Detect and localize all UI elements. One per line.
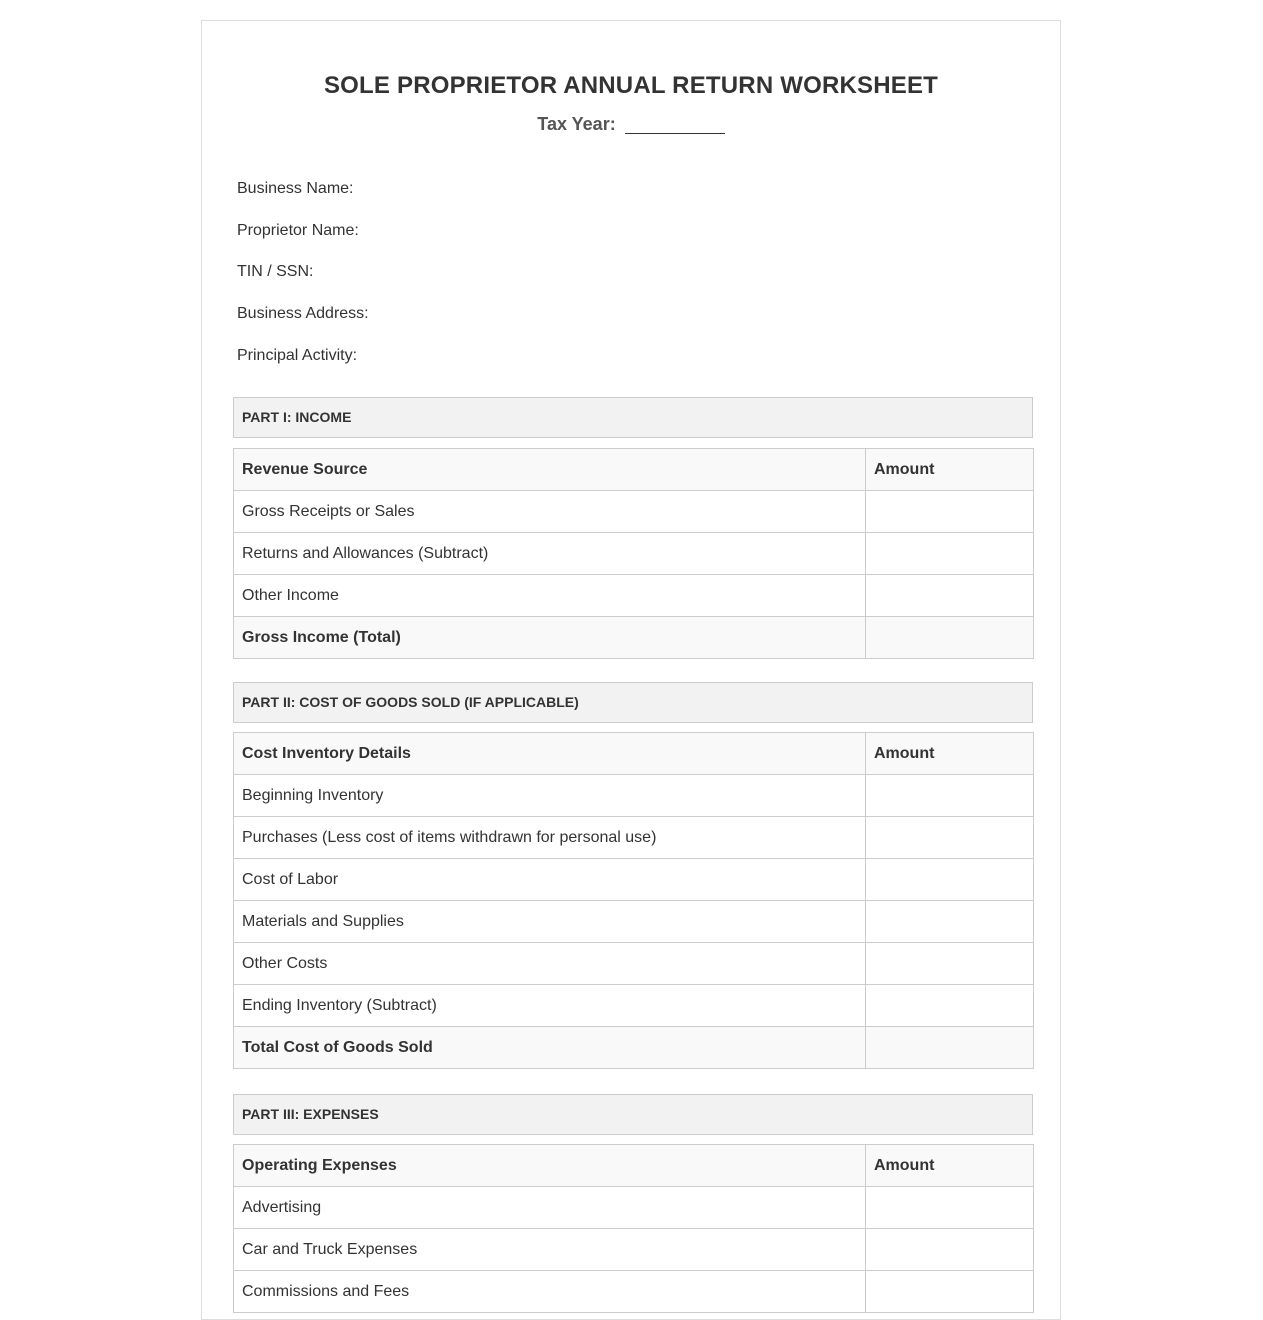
amount-cell[interactable] [866,943,1034,985]
row-label: Ending Inventory (Subtract) [234,985,866,1027]
row-label: Car and Truck Expenses [234,1229,866,1271]
table-row [234,1229,1034,1271]
table-row [234,985,1034,1027]
amount-cell[interactable] [866,817,1034,859]
row-label: Beginning Inventory [234,775,866,817]
col-amount: Amount [866,733,1034,775]
amount-cell[interactable] [866,1271,1034,1313]
table-header-row [234,449,1034,491]
total-label: Total Cost of Goods Sold [234,1027,866,1069]
table-row [234,859,1034,901]
col-revenue-source: Revenue Source [234,449,866,491]
table-row [234,1271,1034,1313]
tax-year-line [202,114,1060,135]
part2-header: PART II: COST OF GOODS SOLD (IF APPLICABLE) [233,682,1033,723]
row-label: Purchases (Less cost of items withdrawn for personal use) [234,817,866,859]
proprietor-name-label: Proprietor Name: [237,222,359,239]
table-row [234,1187,1034,1229]
amount-cell[interactable] [866,491,1034,533]
document-title: SOLE PROPRIETOR ANNUAL RETURN WORKSHEET [323,72,939,99]
table-header-row [234,1145,1034,1187]
row-label: Materials and Supplies [234,901,866,943]
row-label: Cost of Labor [234,859,866,901]
tin-ssn-label: TIN / SSN: [237,263,314,280]
tax-year-label: Tax Year: [537,114,616,134]
income-table [233,448,1034,659]
part3-header: PART III: EXPENSES [233,1094,1033,1135]
total-row [234,617,1034,659]
amount-cell[interactable] [866,1229,1034,1271]
table-row [234,775,1034,817]
row-label: Gross Receipts or Sales [234,491,866,533]
amount-cell[interactable] [866,533,1034,575]
amount-cell[interactable] [866,859,1034,901]
table-row [234,901,1034,943]
row-label: Commissions and Fees [234,1271,866,1313]
tax-year-blank[interactable] [625,115,725,134]
table-row [234,575,1034,617]
total-label: Gross Income (Total) [234,617,866,659]
business-address-label: Business Address: [237,305,369,322]
table-header-row [234,733,1034,775]
amount-cell[interactable] [866,1187,1034,1229]
table-row [234,817,1034,859]
total-amount-cell[interactable] [866,617,1034,659]
amount-cell[interactable] [866,901,1034,943]
amount-cell[interactable] [866,575,1034,617]
worksheet-page [201,20,1061,1320]
business-name-label: Business Name: [237,180,354,197]
col-amount: Amount [866,449,1034,491]
table-row [234,533,1034,575]
col-amount: Amount [866,1145,1034,1187]
table-row [234,491,1034,533]
total-amount-cell[interactable] [866,1027,1034,1069]
amount-cell[interactable] [866,985,1034,1027]
row-label: Other Income [234,575,866,617]
principal-activity-label: Principal Activity: [237,347,358,364]
col-cost-inventory-details: Cost Inventory Details [234,733,866,775]
part1-header: PART I: INCOME [233,397,1033,438]
expenses-table [233,1144,1034,1313]
row-label: Other Costs [234,943,866,985]
total-row [234,1027,1034,1069]
amount-cell[interactable] [866,775,1034,817]
col-operating-expenses: Operating Expenses [234,1145,866,1187]
row-label: Advertising [234,1187,866,1229]
cogs-table [233,732,1034,1069]
table-row [234,943,1034,985]
row-label: Returns and Allowances (Subtract) [234,533,866,575]
